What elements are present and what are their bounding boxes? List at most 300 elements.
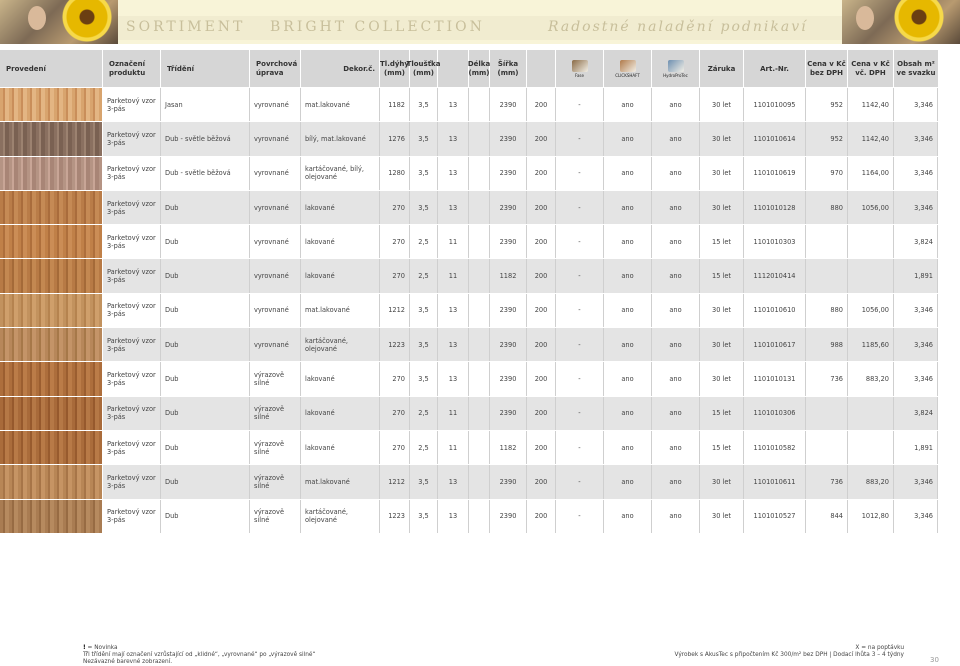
cell-click: ano: [604, 397, 652, 430]
cell-dekor: 270: [380, 397, 410, 430]
cell-empty: [469, 431, 490, 464]
cell-cena-vc: 883,20: [848, 362, 894, 395]
cell-provedeni: Parketový vzor 3-pás: [103, 157, 161, 190]
cell-trideni: vyrovnané: [250, 294, 301, 327]
cell-provedeni: Parketový vzor 3-pás: [103, 431, 161, 464]
bevel-edge-icon: [572, 60, 588, 72]
cell-tloustka: 11: [438, 431, 469, 464]
cell-art: 1101010527: [744, 500, 806, 533]
cell-zaruka: 30 let: [700, 88, 744, 121]
header-sirka: Šířka (mm): [490, 50, 527, 88]
header-click: CLICKSHAFT: [604, 50, 652, 88]
photo-right: [842, 0, 960, 44]
cell-delka: 2390: [490, 500, 527, 533]
cell-trideni: vyrovnané: [250, 259, 301, 292]
cell-oznaceni: Dub: [161, 225, 250, 258]
cell-provedeni: Parketový vzor 3-pás: [103, 294, 161, 327]
cell-povrch: lakované: [301, 259, 380, 292]
cell-tl: 2,5: [410, 259, 438, 292]
cell-cena-vc: 1185,60: [848, 328, 894, 361]
header-dekor: Dekor.č.: [301, 50, 380, 88]
cell-trideni: výrazově silné: [250, 431, 301, 464]
cell-art: 1101010303: [744, 225, 806, 258]
cell-trideni: výrazově silné: [250, 397, 301, 430]
page-number: 30: [930, 656, 939, 664]
table-row: [0, 362, 938, 396]
cell-provedeni: Parketový vzor 3-pás: [103, 328, 161, 361]
cell-sirka: 200: [527, 191, 556, 224]
cell-click: ano: [604, 294, 652, 327]
cell-provedeni: Parketový vzor 3-pás: [103, 191, 161, 224]
hydro-protect-icon: [668, 60, 684, 72]
cell-tloustka: 11: [438, 259, 469, 292]
cell-trideni: vyrovnané: [250, 191, 301, 224]
cell-sirka: 200: [527, 465, 556, 498]
cell-dekor: 1212: [380, 465, 410, 498]
table-row: [0, 328, 938, 362]
wood-swatch: [0, 465, 103, 498]
cell-fase: -: [556, 397, 604, 430]
cell-empty: [469, 465, 490, 498]
cell-sirka: 200: [527, 328, 556, 361]
cell-obsah: 3,346: [894, 157, 938, 190]
header-spacer: [527, 50, 556, 88]
cell-tloustka: 13: [438, 328, 469, 361]
cell-click: ano: [604, 328, 652, 361]
cell-tloustka: 11: [438, 397, 469, 430]
cell-zaruka: 30 let: [700, 157, 744, 190]
cell-tl: 2,5: [410, 431, 438, 464]
cell-empty: [469, 397, 490, 430]
header-tl-dyhy: Tl.dýhy (mm): [380, 50, 410, 88]
cell-delka: 1182: [490, 431, 527, 464]
header-povrch: Povrchová úprava: [250, 50, 301, 88]
cell-tloustka: 11: [438, 225, 469, 258]
cell-cena-bez: [806, 259, 848, 292]
cell-sirka: 200: [527, 294, 556, 327]
cell-delka: 1182: [490, 259, 527, 292]
cell-cena-bez: 736: [806, 465, 848, 498]
cell-click: ano: [604, 431, 652, 464]
header-zaruka: Záruka: [700, 50, 744, 88]
cell-sirka: 200: [527, 225, 556, 258]
cell-cena-bez: 952: [806, 122, 848, 155]
cell-hydro: ano: [652, 431, 700, 464]
cell-art: 1101010306: [744, 397, 806, 430]
banner-title-sortiment: SORTIMENT: [126, 19, 246, 35]
cell-zaruka: 15 let: [700, 259, 744, 292]
cell-cena-bez: 736: [806, 362, 848, 395]
cell-cena-vc: [848, 397, 894, 430]
cell-oznaceni: Dub: [161, 191, 250, 224]
cell-click: ano: [604, 362, 652, 395]
cell-provedeni: Parketový vzor 3-pás: [103, 225, 161, 258]
cell-art: 1101010128: [744, 191, 806, 224]
cell-zaruka: 15 let: [700, 225, 744, 258]
cell-art: 1101010619: [744, 157, 806, 190]
cell-tl: 3,5: [410, 465, 438, 498]
cell-dekor: 270: [380, 259, 410, 292]
cell-delka: 2390: [490, 157, 527, 190]
cell-provedeni: Parketový vzor 3-pás: [103, 362, 161, 395]
cell-provedeni: Parketový vzor 3-pás: [103, 500, 161, 533]
cell-click: ano: [604, 157, 652, 190]
footer-akustec-note: Výrobek s AkusTec s připočtením Kč 300/m² bez DPH | Dodací lhůta 3 – 4 týdny: [674, 652, 904, 658]
cell-tloustka: 13: [438, 294, 469, 327]
header-gap: [438, 50, 469, 88]
banner-title-collection: BRIGHT COLLECTION: [270, 19, 485, 35]
cell-art: 1101010582: [744, 431, 806, 464]
cell-oznaceni: Dub: [161, 431, 250, 464]
cell-oznaceni: Dub: [161, 397, 250, 430]
cell-zaruka: 30 let: [700, 328, 744, 361]
cell-zaruka: 15 let: [700, 397, 744, 430]
cell-obsah: 3,824: [894, 397, 938, 430]
cell-delka: 2390: [490, 191, 527, 224]
cell-art: 1101010610: [744, 294, 806, 327]
cell-empty: [469, 88, 490, 121]
cell-dekor: 270: [380, 191, 410, 224]
cell-tl: 3,5: [410, 88, 438, 121]
cell-tloustka: 13: [438, 191, 469, 224]
cell-trideni: výrazově silné: [250, 362, 301, 395]
header-art: Art.-Nr.: [744, 50, 806, 88]
wood-swatch: [0, 500, 103, 533]
cell-sirka: 200: [527, 259, 556, 292]
cell-delka: 2390: [490, 88, 527, 121]
cell-oznaceni: Dub: [161, 500, 250, 533]
wood-swatch: [0, 122, 103, 155]
cell-fase: -: [556, 362, 604, 395]
table-body: [0, 88, 938, 534]
header-tloustka: Tloušťka (mm): [410, 50, 438, 88]
table-row: [0, 191, 938, 225]
cell-delka: 2390: [490, 225, 527, 258]
cell-sirka: 200: [527, 122, 556, 155]
cell-fase: -: [556, 259, 604, 292]
cell-fase: -: [556, 431, 604, 464]
cell-fase: -: [556, 328, 604, 361]
cell-tl: 2,5: [410, 225, 438, 258]
cell-zaruka: 15 let: [700, 431, 744, 464]
cell-delka: 2390: [490, 122, 527, 155]
wood-swatch: [0, 362, 103, 395]
cell-povrch: kartáčované, olejované: [301, 500, 380, 533]
cell-hydro: ano: [652, 122, 700, 155]
cell-click: ano: [604, 191, 652, 224]
cell-sirka: 200: [527, 362, 556, 395]
cell-empty: [469, 294, 490, 327]
header-provedeni: Provedení: [0, 50, 103, 88]
cell-dekor: 270: [380, 225, 410, 258]
cell-hydro: ano: [652, 465, 700, 498]
cell-empty: [469, 191, 490, 224]
footer-notes: [83, 645, 315, 666]
cell-provedeni: Parketový vzor 3-pás: [103, 465, 161, 498]
cell-oznaceni: Dub - světle běžová: [161, 122, 250, 155]
cell-fase: -: [556, 191, 604, 224]
cell-click: ano: [604, 465, 652, 498]
cell-empty: [469, 225, 490, 258]
cell-tloustka: 13: [438, 465, 469, 498]
cell-empty: [469, 157, 490, 190]
cell-delka: 2390: [490, 397, 527, 430]
cell-trideni: vyrovnané: [250, 88, 301, 121]
cell-empty: [469, 122, 490, 155]
footer-new-label: = Novinka: [85, 645, 118, 651]
cell-dekor: 270: [380, 431, 410, 464]
cell-dekor: 1223: [380, 328, 410, 361]
cell-click: ano: [604, 225, 652, 258]
cell-dekor: 270: [380, 362, 410, 395]
cell-trideni: výrazově silné: [250, 500, 301, 533]
cell-hydro: ano: [652, 225, 700, 258]
table-row: [0, 259, 938, 293]
cell-cena-vc: 1142,40: [848, 88, 894, 121]
cell-art: 1101010617: [744, 328, 806, 361]
cell-tl: 3,5: [410, 157, 438, 190]
cell-cena-vc: 883,20: [848, 465, 894, 498]
cell-click: ano: [604, 500, 652, 533]
cell-cena-vc: [848, 259, 894, 292]
cell-sirka: 200: [527, 88, 556, 121]
footer-sorting-note: Tři třídění mají označení vzrůstající od „klidné“, „vyrovnané“ po „výrazově silné“: [83, 652, 316, 658]
cell-hydro: ano: [652, 294, 700, 327]
footer-on-request: X = na poptávku: [855, 645, 904, 651]
cell-oznaceni: Dub: [161, 362, 250, 395]
cell-obsah: 3,824: [894, 225, 938, 258]
cell-oznaceni: Dub: [161, 294, 250, 327]
cell-cena-bez: 844: [806, 500, 848, 533]
cell-cena-vc: 1012,80: [848, 500, 894, 533]
cell-cena-bez: 970: [806, 157, 848, 190]
cell-cena-bez: [806, 397, 848, 430]
cell-obsah: 1,891: [894, 259, 938, 292]
cell-cena-vc: 1164,00: [848, 157, 894, 190]
wood-swatch: [0, 294, 103, 327]
cell-hydro: ano: [652, 191, 700, 224]
cell-povrch: lakované: [301, 431, 380, 464]
cell-cena-bez: 952: [806, 88, 848, 121]
cell-obsah: 3,346: [894, 328, 938, 361]
cell-dekor: 1280: [380, 157, 410, 190]
header-fase: Fase: [556, 50, 604, 88]
cell-art: 1112010414: [744, 259, 806, 292]
cell-sirka: 200: [527, 500, 556, 533]
cell-povrch: lakované: [301, 362, 380, 395]
cell-trideni: vyrovnané: [250, 328, 301, 361]
wood-swatch: [0, 88, 103, 121]
cell-sirka: 200: [527, 157, 556, 190]
cell-fase: -: [556, 500, 604, 533]
cell-zaruka: 30 let: [700, 500, 744, 533]
cell-hydro: ano: [652, 328, 700, 361]
cell-cena-vc: [848, 225, 894, 258]
header-hydro: HydroProTec: [652, 50, 700, 88]
cell-povrch: mat.lakované: [301, 294, 380, 327]
cell-tl: 3,5: [410, 191, 438, 224]
cell-tl: 3,5: [410, 500, 438, 533]
cell-tloustka: 13: [438, 500, 469, 533]
table-row: [0, 465, 938, 499]
cell-sirka: 200: [527, 431, 556, 464]
cell-fase: -: [556, 294, 604, 327]
table-row: [0, 431, 938, 465]
cell-art: 1101010614: [744, 122, 806, 155]
cell-art: 1101010611: [744, 465, 806, 498]
cell-delka: 2390: [490, 362, 527, 395]
wood-swatch: [0, 328, 103, 361]
cell-povrch: lakované: [301, 397, 380, 430]
cell-cena-bez: [806, 225, 848, 258]
header-obsah: Obsah m² ve svazku: [896, 60, 936, 77]
product-table: [0, 50, 938, 534]
cell-tl: 2,5: [410, 397, 438, 430]
cell-cena-bez: 988: [806, 328, 848, 361]
cell-povrch: kartáčované, bílý, olejované: [301, 157, 380, 190]
cell-tl: 3,5: [410, 294, 438, 327]
click-system-icon: [620, 60, 636, 72]
cell-obsah: 1,891: [894, 431, 938, 464]
cell-obsah: 3,346: [894, 500, 938, 533]
cell-hydro: ano: [652, 397, 700, 430]
cell-oznaceni: Dub: [161, 328, 250, 361]
wood-swatch: [0, 431, 103, 464]
table-row: [0, 122, 938, 156]
header-banner: [0, 0, 960, 44]
cell-dekor: 1182: [380, 88, 410, 121]
cell-obsah: 3,346: [894, 294, 938, 327]
cell-empty: [469, 328, 490, 361]
cell-oznaceni: Dub: [161, 259, 250, 292]
cell-oznaceni: Dub: [161, 465, 250, 498]
cell-tloustka: 13: [438, 122, 469, 155]
cell-provedeni: Parketový vzor 3-pás: [103, 397, 161, 430]
cell-art: 1101010131: [744, 362, 806, 395]
cell-cena-bez: 880: [806, 294, 848, 327]
cell-povrch: lakované: [301, 225, 380, 258]
cell-provedeni: Parketový vzor 3-pás: [103, 88, 161, 121]
cell-obsah: 3,346: [894, 88, 938, 121]
photo-left: [0, 0, 118, 44]
cell-trideni: vyrovnané: [250, 122, 301, 155]
cell-delka: 2390: [490, 328, 527, 361]
cell-povrch: lakované: [301, 191, 380, 224]
cell-zaruka: 30 let: [700, 122, 744, 155]
cell-zaruka: 30 let: [700, 465, 744, 498]
cell-tloustka: 13: [438, 88, 469, 121]
cell-delka: 2390: [490, 294, 527, 327]
cell-obsah: 3,346: [894, 362, 938, 395]
cell-dekor: 1223: [380, 500, 410, 533]
cell-hydro: ano: [652, 500, 700, 533]
cell-zaruka: 30 let: [700, 294, 744, 327]
wood-swatch: [0, 397, 103, 430]
cell-dekor: 1212: [380, 294, 410, 327]
cell-dekor: 1276: [380, 122, 410, 155]
cell-fase: -: [556, 225, 604, 258]
cell-tloustka: 13: [438, 362, 469, 395]
wood-swatch: [0, 191, 103, 224]
cell-hydro: ano: [652, 259, 700, 292]
cell-oznaceni: Jasan: [161, 88, 250, 121]
cell-trideni: vyrovnané: [250, 157, 301, 190]
cell-click: ano: [604, 122, 652, 155]
table-row: [0, 88, 938, 122]
cell-empty: [469, 259, 490, 292]
cell-zaruka: 30 let: [700, 191, 744, 224]
cell-delka: 2390: [490, 465, 527, 498]
cell-obsah: 3,346: [894, 191, 938, 224]
cell-art: 1101010095: [744, 88, 806, 121]
cell-empty: [469, 500, 490, 533]
cell-trideni: výrazově silné: [250, 465, 301, 498]
cell-hydro: ano: [652, 88, 700, 121]
cell-tl: 3,5: [410, 362, 438, 395]
cell-provedeni: Parketový vzor 3-pás: [103, 259, 161, 292]
cell-fase: -: [556, 465, 604, 498]
cell-cena-vc: 1056,00: [848, 191, 894, 224]
cell-cena-vc: 1056,00: [848, 294, 894, 327]
table-header: [0, 50, 938, 88]
cell-empty: [469, 362, 490, 395]
header-trideni: Třídění: [161, 50, 250, 88]
cell-povrch: bílý, mat.lakované: [301, 122, 380, 155]
cell-cena-vc: 1142,40: [848, 122, 894, 155]
cell-sirka: 200: [527, 397, 556, 430]
cell-cena-bez: 880: [806, 191, 848, 224]
cell-tl: 3,5: [410, 122, 438, 155]
table-row: [0, 294, 938, 328]
table-row: [0, 397, 938, 431]
cell-click: ano: [604, 259, 652, 292]
cell-cena-bez: [806, 431, 848, 464]
cell-provedeni: Parketový vzor 3-pás: [103, 122, 161, 155]
cell-trideni: vyrovnané: [250, 225, 301, 258]
cell-cena-vc: [848, 431, 894, 464]
wood-swatch: [0, 259, 103, 292]
cell-fase: -: [556, 157, 604, 190]
cell-obsah: 3,346: [894, 122, 938, 155]
cell-hydro: ano: [652, 157, 700, 190]
cell-fase: -: [556, 122, 604, 155]
new-marker: !: [83, 645, 86, 651]
cell-povrch: mat.lakované: [301, 88, 380, 121]
cell-tl: 3,5: [410, 328, 438, 361]
footer-color-note: Nezávazné barevné zobrazení.: [83, 659, 173, 665]
header-cena-vc: Cena v Kč vč. DPH: [848, 50, 894, 88]
footer-right-notes: [675, 645, 904, 659]
banner-tagline: Radostné naladění podnikaví: [548, 19, 808, 35]
cell-click: ano: [604, 88, 652, 121]
cell-povrch: mat.lakované: [301, 465, 380, 498]
table-row: [0, 500, 938, 534]
cell-fase: -: [556, 88, 604, 121]
header-cena-bez: Cena v Kč bez DPH: [806, 50, 848, 88]
wood-swatch: [0, 157, 103, 190]
cell-hydro: ano: [652, 362, 700, 395]
table-row: [0, 225, 938, 259]
cell-tloustka: 13: [438, 157, 469, 190]
cell-zaruka: 30 let: [700, 362, 744, 395]
cell-povrch: kartáčované, olejované: [301, 328, 380, 361]
cell-oznaceni: Dub - světle běžová: [161, 157, 250, 190]
header-oznaceni: Označení produktu: [103, 50, 161, 88]
wood-swatch: [0, 225, 103, 258]
header-delka: Délka (mm): [469, 50, 490, 88]
cell-obsah: 3,346: [894, 465, 938, 498]
table-row: [0, 157, 938, 191]
